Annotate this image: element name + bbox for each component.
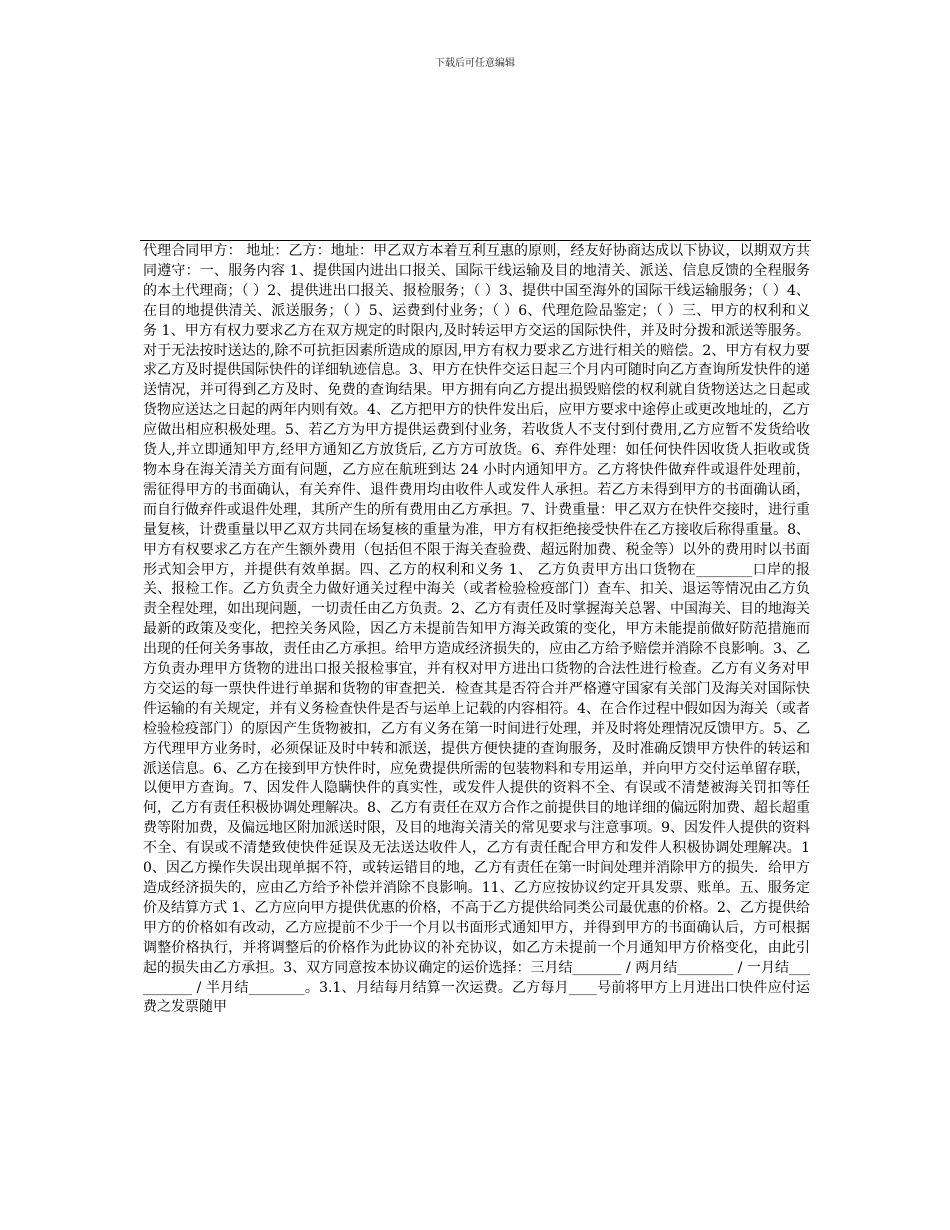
- header-divider: [140, 240, 811, 241]
- contract-paragraph: 代理合同甲方： 地址：乙方：地址：甲乙双方本着互利互惠的原则，经友好协商达成以下协议，以期双方共同遵守：一、服务内容 1、提供国内进出口报关、国际干线运输及目的地清关、派送、信息反馈的全程服务的本土代理商；（ ）2、提供进出口报关、报检服务；（ ）3、提供中国至海外的国际干线运输服务；（ ）4、在目的地提供清关、派送服务；（ ）5、运费到付业务；（ ）6、代理危险品鉴定；（ ）三、甲方的权利和义务 1、甲方有权力要求乙方在双方规定的时限内,及时转运甲方交运的国际快件，并及时分拨和派送等服务。对于无法按时送达的,除不可抗拒因素所造成的原因,甲方有权力要求乙方进行相关的赔偿。2、甲方有权力要求乙方及时提供国际快件的详细轨迹信息。3、甲方在快件交运日起三个月内可随时向乙方查询所发快件的递送情况，并可得到乙方及时、免费的查询结果。甲方拥有向乙方提出损毁赔偿的权利就自货物送达之日起或货物应送达之日起的两年内则有效。4、乙方把甲方的快件发出后，应甲方要求中途停止或更改地址的，乙方应做出相应积极处理。5、若乙方为甲方提供运费到付业务，若收货人不支付到付费用,乙方应暂不发货给收货人,并立即通知甲方,经甲方通知乙方放货后, 乙方方可放货。6、弃件处理：如任何快件因收货人拒收或货物本身在海关清关方面有问题，乙方应在航班到达 24 小时内通知甲方。乙方将快件做弃件或退件处理前，需征得甲方的书面确认，有关弃件、退件费用均由收件人或发件人承担。若乙方未得到甲方的书面确认函，而自行做弃件或退件处理，其所产生的所有费用由乙方承担。7、计费重量：甲乙双方在快件交接时，进行重量复核，计费重量以甲乙双方共同在场复核的重量为准，甲方有权拒绝接受快件在乙方接收后称得重量。8、甲方有权要求乙方在产生额外费用（包括但不限于海关查验费、超远附加费、税金等）以外的费用时以书面形式知会甲方，并提供有效单据。四、乙方的权利和义务 1、 乙方负责甲方出口货物在________口岸的报关、报检工作。乙方负责全力做好通关过程中海关（或者检验检疫部门）查车、扣关、退运等情况由乙方负责全程处理，如出现问题，一切责任由乙方负责。2、乙方有责任及时掌握海关总署、中国海关、目的地海关最新的政策及变化，把控关务风险，因乙方未提前告知甲方海关政策的变化，甲方未能提前做好防范措施而出现的任何关务事故，责任由乙方承担。给甲方造成经济损失的，应由乙方给予赔偿并消除不良影响。3、乙方负责办理甲方货物的进出口报关报检事宜，并有权对甲方进出口货物的合法性进行检查。乙方有义务对甲方交运的每一票快件进行单据和货物的审查把关．检查其是否符合并严格遵守国家有关部门及海关对国际快件运输的有关规定，并有义务检查快件是否与运单上记载的内容相符。4、在合作过程中假如因为海关（或者检验检疫部门）的原因产生货物被扣，乙方有义务在第一时间进行处理，并及时将处理情况反馈甲方。5、乙方代理甲方业务时，必须保证及时中转和派送，提供方便快捷的查询服务，及时准确反馈甲方快件的转运和派送信息。6、乙方在接到甲方快件时，应免费提供所需的包装物料和专用运单，并向甲方交付运单留存联，以便甲方查询。7、因发件人隐瞒快件的真实性，或发件人提供的资料不全、有误或不清楚被海关罚扣等任何，乙方有责任积极协调处理解决。8、乙方有责任在双方合作之前提供目的地详细的偏远附加费、超长超重费等附加费，及偏远地区附加派送时限，及目的地海关清关的常见要求与注意事项。9、因发件人提供的资料不全、有误或不清楚致使快件延误及无法送达收件人，乙方有责任配合甲方和发件人积极协调处理解决。10、因乙方操作失误出现单据不符，或转运错目的地，乙方有责任在第一时间处理并消除甲方的损失．给甲方造成经济损失的，应由乙方给予补偿并消除不良影响。11、乙方应按协议约定开具发票、账单。五、服务定价及结算方式 1、乙方应向甲方提供优惠的价格，不高于乙方提供给同类公司最优惠的价格。2、乙方提供给甲方的价格如有改动，乙方应提前不少于一个月以书面形式通知甲方，并得到甲方的书面确认后，方可根据调整价格执行，并将调整后的价格作为此协议的补充协议，如乙方未提前一个月通知甲方价格变化，由此引起的损失由乙方承担。3、双方同意按本协议确定的运价选择：三月结_______ / 两月结________ / 一月结__________ / 半月结________。3.1、月结每月结算一次运费。乙方每月____号前将甲方上月进出口快件应付运费之发票随甲: [143, 243, 810, 1016]
- page-header-note: 下载后可任意编辑: [435, 58, 515, 69]
- contract-body: [143, 242, 810, 1018]
